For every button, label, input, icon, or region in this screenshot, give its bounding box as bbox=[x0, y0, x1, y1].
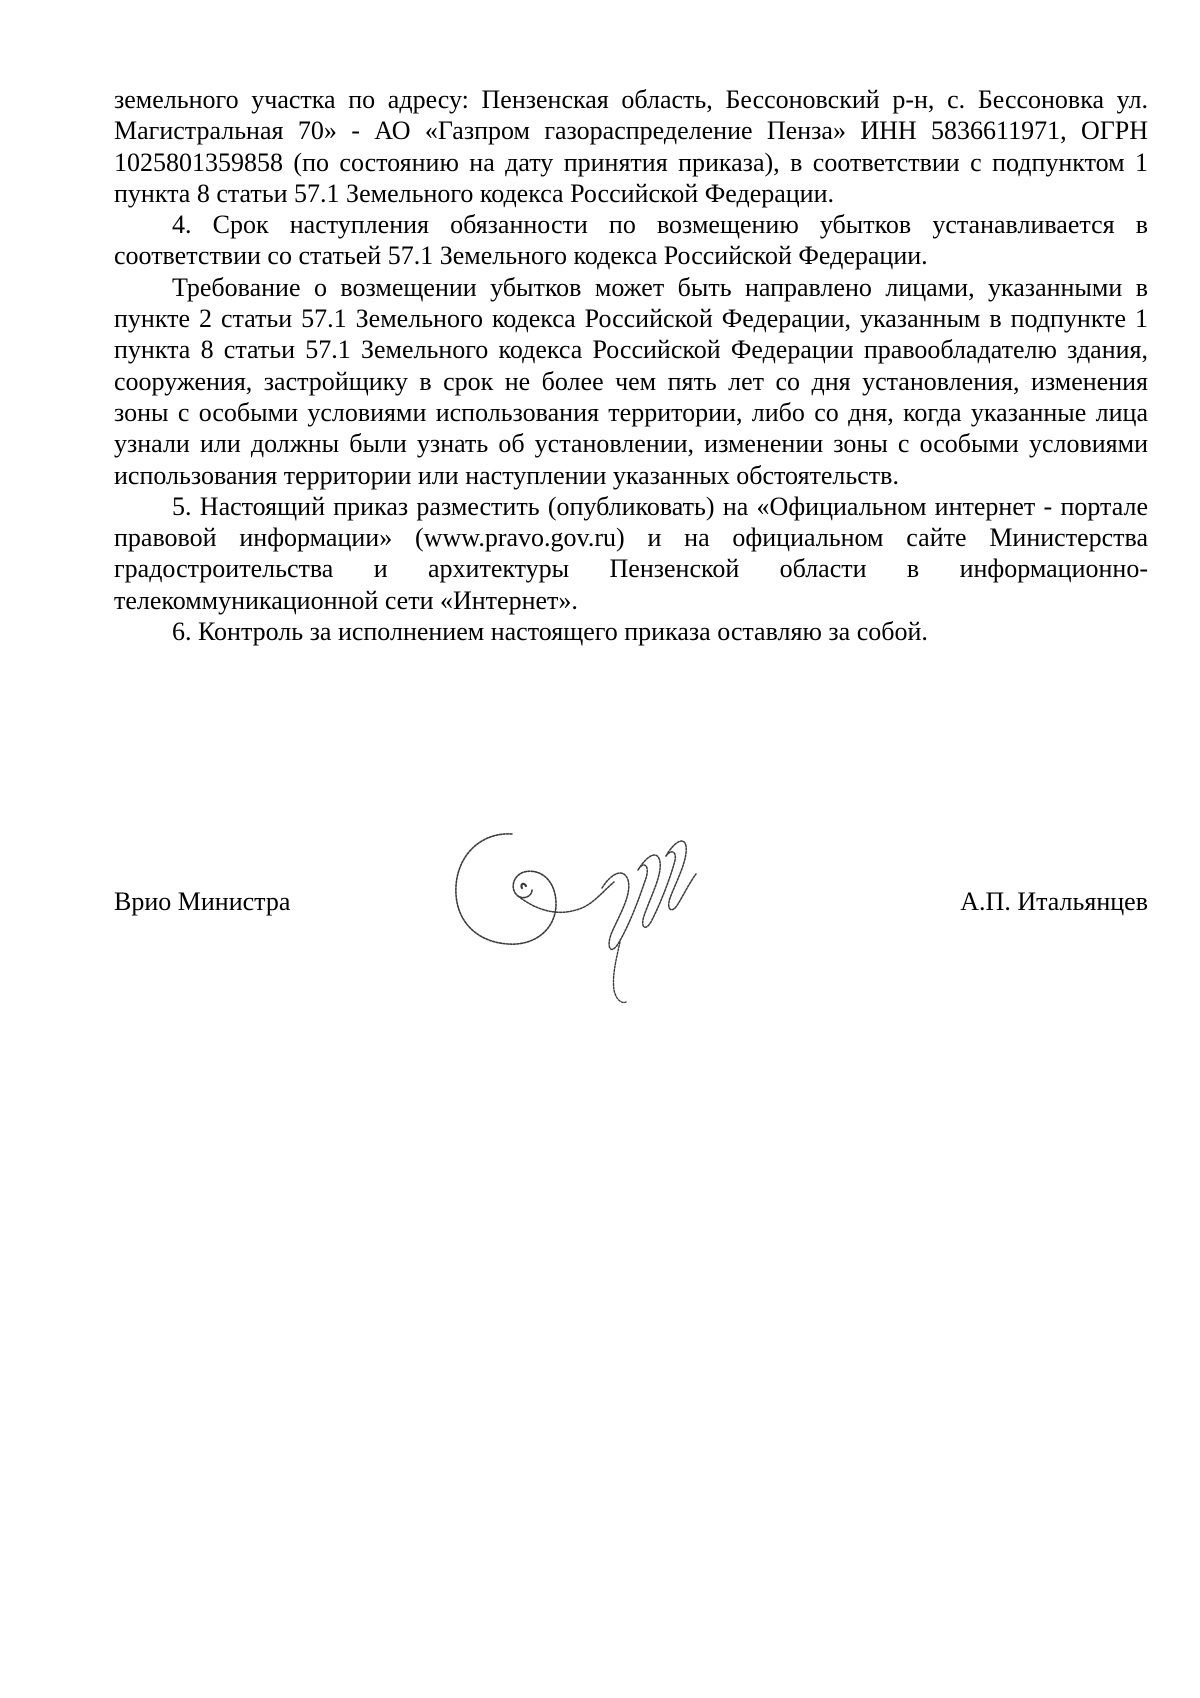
paragraph-item-4: 4. Срок наступления обязанности по возмещению убытков устанавливается в соответствии со статьей 57.1 Земельного кодекса Российской Федерации. bbox=[114, 210, 1148, 271]
signatory-position: Врио Министра bbox=[114, 887, 291, 916]
handwritten-signature-icon bbox=[452, 824, 728, 1008]
document-body bbox=[114, 84, 1148, 647]
paragraph-claim-requirement: Требование о возмещении убытков может быть направлено лицами, указанными в пункте 2 статьи 57.1 Земельного кодекса Российской Федерации, указанным в подпункте 1 пункта 8 статьи 57.1 Земельного кодекса Российской Федерации правообладателю здания, сооружения, застройщику в срок не более чем пять лет со дня установления, изменения зоны с особыми условиями использования территории, либо со дня, когда указанные лица узнали или должны были узнать об установлении, изменении зоны с особыми условиями использования территории или наступлении указанных обстоятельств. bbox=[114, 272, 1148, 490]
paragraph-address-continuation: земельного участка по адресу: Пензенская область, Бессоновский р-н, с. Бессоновка ул. Магистральная 70» - АО «Газпром газораспределение Пенза» ИНН 5836611971, ОГРН 1025801359858 (по состоянию на дату принятия приказа), в соответствии с подпунктом 1 пункта 8 статьи 57.1 Земельного кодекса Российской Федерации. bbox=[114, 85, 1148, 208]
paragraph-item-6: 6. Контроль за исполнением настоящего приказа оставляю за собой. bbox=[172, 617, 928, 647]
signatory-name: А.П. Итальянцев bbox=[960, 887, 1148, 916]
paragraph-item-5: 5. Настоящий приказ разместить (опубликовать) на «Официальном интернет - портале правовой информации» (www.pravo.gov.ru) и на официальном сайте Министерства градостроительства и архитектуры Пензенской области в информационно-телекоммуникационной сети «Интернет». bbox=[114, 491, 1148, 615]
